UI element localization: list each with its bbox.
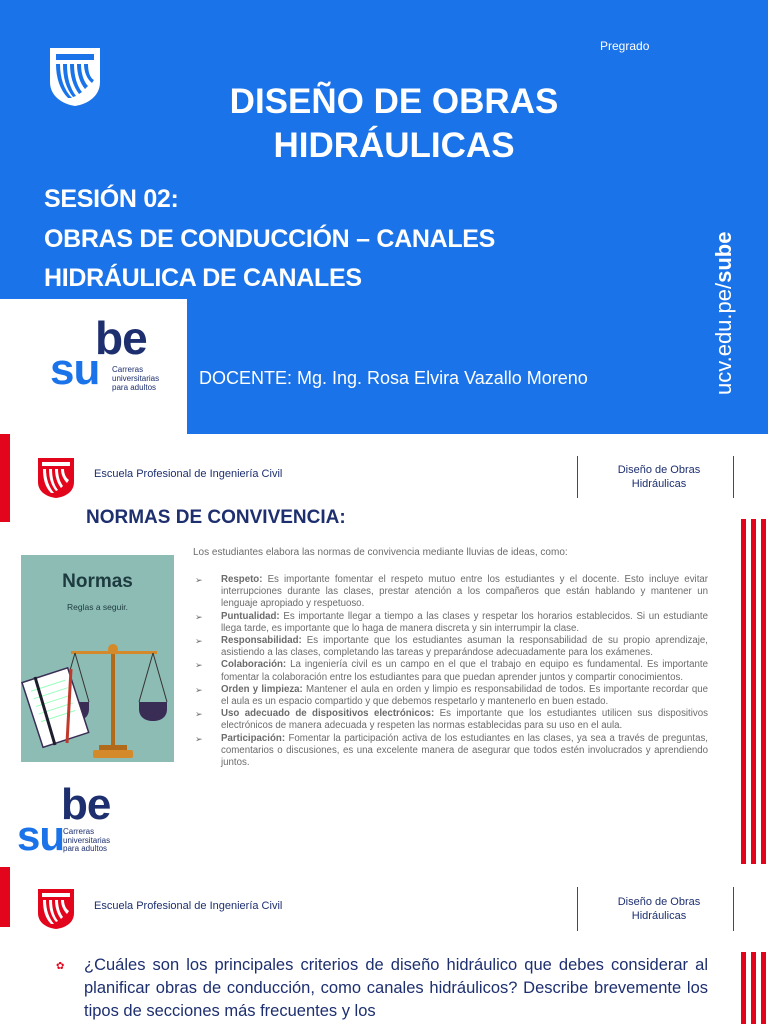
rules-intro: Los estudiantes elabora las normas de convivencia mediante lluvias de ideas, como: <box>193 547 568 558</box>
section-heading: NORMAS DE CONVIVENCIA: <box>86 507 346 528</box>
rule-text: Es importante que los estudiantes asuman la responsabilidad de su propio aprendizaje, asistiendo a las clases, completando las tareas y preparándose adecuadamente para los exámenes. <box>221 635 708 659</box>
arrow-bullet-icon: ➢ <box>195 611 203 622</box>
sube-caption-1: Carreras <box>112 365 144 374</box>
list-item <box>193 574 708 611</box>
rule-term: Participación: <box>221 732 286 744</box>
title-slide <box>0 0 768 434</box>
header-divider-left <box>577 456 578 498</box>
side-url-domain: ucv.edu.pe/ <box>711 282 736 395</box>
sube-logo-be: be <box>61 780 111 829</box>
rules-illustration <box>21 555 174 762</box>
course-name-line2: Hidráulicas <box>631 478 687 490</box>
course-name <box>597 463 721 491</box>
sube-logo-su: su <box>50 345 100 394</box>
rule-text: La ingeniería civil es un campo en el que el trabajo en equipo es fundamental. Es importante fomentar la colaboración entre los estudiantes para que puedan aprender juntos y compartir conocimientos. <box>221 659 708 683</box>
course-name-line1: Diseño de Obras <box>617 464 701 476</box>
sube-logo-caption <box>63 828 110 854</box>
rule-term: Uso adecuado de dispositivos electrónicos: <box>221 708 435 720</box>
arrow-bullet-icon: ➢ <box>195 733 203 744</box>
header-divider-right <box>733 887 734 931</box>
list-item <box>193 635 708 659</box>
rule-term: Responsabilidad: <box>221 635 302 647</box>
arrow-bullet-icon: ➢ <box>195 709 203 720</box>
sube-caption-3: para adultos <box>63 844 108 853</box>
sube-caption-3: para adultos <box>112 383 157 392</box>
list-item <box>193 684 708 708</box>
rule-text: Es importante llegar a tiempo a las clases y respetar los horarios establecidos. Si un estudiante llega tarde, es importante que lo haga de manera discreta y sin interrumpir la clase. <box>221 610 708 634</box>
arrow-bullet-icon: ➢ <box>195 660 203 671</box>
discussion-question: ¿Cuáles son los principales criterios de diseño hidráulico que debes considerar al planificar obras de conducción, como canales hidráulicos? Describe brevemente los tipos de secciones más frecuentes y los <box>84 956 708 1020</box>
left-red-strip <box>0 867 10 927</box>
arrow-bullet-icon: ➢ <box>195 636 203 647</box>
arrow-bullet-icon: ➢ <box>195 684 203 695</box>
rule-term: Orden y limpieza: <box>221 683 303 695</box>
rule-text: Es importante que los estudiantes utilicen sus dispositivos electrónicos de manera adecuada y respeten las normas establecidas para su uso en el aula. <box>221 708 708 732</box>
left-red-strip <box>0 434 10 522</box>
illustration-title: Normas <box>62 571 133 592</box>
decorative-red-stripes <box>741 952 768 1024</box>
list-item <box>193 659 708 683</box>
course-title-line1: DISEÑO DE OBRAS <box>229 82 559 121</box>
ucv-shield-logo-icon <box>38 458 74 498</box>
course-title-line2: HIDRÁULICAS <box>273 126 515 165</box>
illustration-subtitle: Reglas a seguir. <box>67 602 128 612</box>
sube-logo-su: su <box>17 812 65 859</box>
sube-caption-1: Carreras <box>63 827 95 836</box>
program-label: Pregrado <box>600 39 650 53</box>
sube-logo-box <box>0 299 187 434</box>
rule-text: Es importante fomentar el respeto mutuo entre los estudiantes y el docente. Esto incluye evitar interrupciones durante las clases, prestar atención a los compañeros que están hablando y mantener un lenguaje apropiado y respetuoso. <box>221 574 708 610</box>
side-url <box>711 232 737 395</box>
rules-list <box>193 574 708 769</box>
course-name <box>597 895 721 923</box>
sube-caption-2: universitarias <box>63 835 111 845</box>
ucv-shield-logo-icon <box>38 889 74 929</box>
school-name: Escuela Profesional de Ingeniería Civil <box>94 900 283 912</box>
sube-logo-caption <box>112 365 159 392</box>
session-number: SESIÓN 02: <box>44 185 179 213</box>
course-name-line1: Diseño de Obras <box>617 896 701 908</box>
rule-term: Respeto: <box>221 574 263 585</box>
bullet-icon: ✿ <box>56 961 65 972</box>
rule-term: Colaboración: <box>221 659 287 671</box>
session-topic-1: OBRAS DE CONDUCCIÓN – CANALES <box>44 225 496 253</box>
question-slide <box>0 867 768 1024</box>
teacher-name: DOCENTE: Mg. Ing. Rosa Elvira Vazallo Moreno <box>199 368 588 388</box>
sube-caption-2: universitarias <box>112 374 160 383</box>
rule-text: Fomentar la participación activa de los estudiantes en las clases, ya sea a través de preguntas, comentarios o discusiones, es una excelente manera de asegurar que todos estén involucrados y aprendiendo juntos. <box>221 732 708 769</box>
header-divider-right <box>733 456 734 498</box>
side-url-path: sube <box>711 231 736 283</box>
sube-logo <box>17 780 127 860</box>
session-topic-2: HIDRÁULICA DE CANALES <box>44 264 362 292</box>
rule-text: Mantener el aula en orden y limpio es responsabilidad de todos. Es importante recordar que el aula es un espacio compartido y que debemos respetarlo y mantenerlo en buen estado. <box>221 683 709 708</box>
list-item <box>193 708 708 732</box>
rule-term: Puntualidad: <box>221 610 280 622</box>
arrow-bullet-icon: ➢ <box>195 575 203 585</box>
course-name-line2: Hidráulicas <box>631 910 687 922</box>
school-name: Escuela Profesional de Ingeniería Civil <box>94 468 283 480</box>
decorative-red-stripes <box>741 519 768 864</box>
scale-and-notebook-icon <box>21 617 174 762</box>
list-item <box>193 611 708 635</box>
header-divider-left <box>577 887 578 931</box>
sube-logo-be: be <box>95 312 147 364</box>
list-item <box>193 733 708 770</box>
rules-slide <box>0 434 768 867</box>
